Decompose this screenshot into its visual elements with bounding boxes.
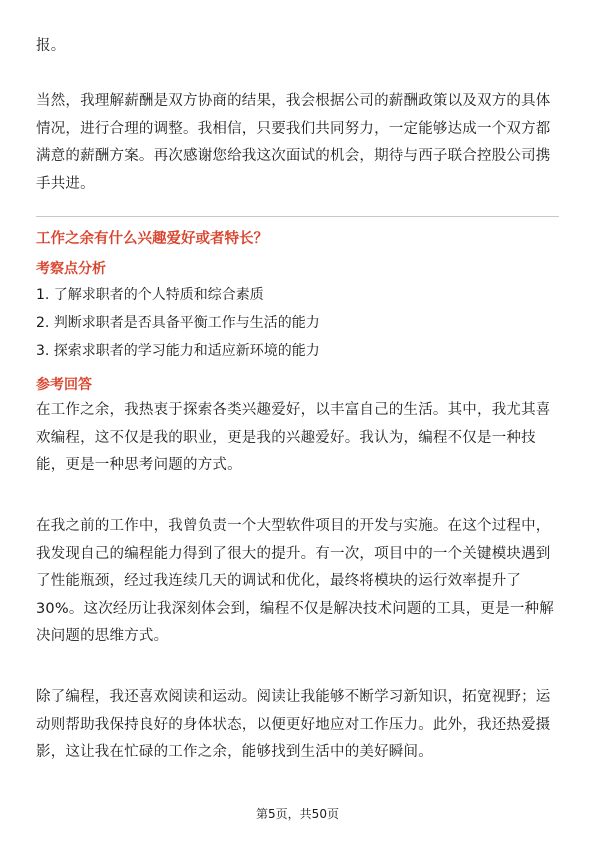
answer-paragraph: 除了编程，我还喜欢阅读和运动。阅读让我能够不断学习新知识，拓宽视野；运动则帮助我保持良好的身体状态，以便更好地应对工作压力。此外，我还热爱摄影，这让我在忙碌的工作之余，能够找到生活中的美好瞬间。	[36, 689, 551, 760]
answer-paragraph: 在工作之余，我热衷于探索各类兴趣爱好，以丰富自己的生活。其中，我尤其喜欢编程，这不仅是我的职业，更是我的兴趣爱好。我认为，编程不仅是一种技能，更是一种思考问题的方式。	[36, 402, 551, 473]
continued-text-fragment: 报。	[36, 38, 66, 54]
closing-paragraph: 当然，我理解薪酬是双方协商的结果，我会根据公司的薪酬政策以及双方的具体情况，进行合理的调整。我相信，只要我们共同努力，一定能够达成一个双方都满意的薪酬方案。再次感谢您给我这次面试的机会，期待与西子联合控股公司携手共进。	[36, 93, 551, 192]
analysis-item: 3. 探索求职者的学习能力和适应新环境的能力	[36, 343, 320, 359]
page-number: 第5页，共50页	[256, 807, 339, 821]
section-divider	[36, 216, 559, 217]
analysis-heading: 考察点分析	[36, 261, 106, 277]
answer-heading: 参考回答	[36, 377, 92, 393]
question-title: 工作之余有什么兴趣爱好或者特长？	[36, 231, 268, 247]
answer-paragraph: 在我之前的工作中，我曾负责一个大型软件项目的开发与实施。在这个过程中，我发现自己的编程能力得到了很大的提升。有一次，项目中的一个关键模块遇到了性能瓶颈，经过我连续几天的调试和优化，最终将模块的运行效率提升了30%。这次经历让我深刻体会到，编程不仅是解决技术问题的工具，更是一种解决问题的思维方式。	[36, 518, 554, 644]
analysis-item: 1. 了解求职者的个人特质和综合素质	[36, 287, 264, 303]
analysis-item: 2. 判断求职者是否具备平衡工作与生活的能力	[36, 315, 320, 331]
